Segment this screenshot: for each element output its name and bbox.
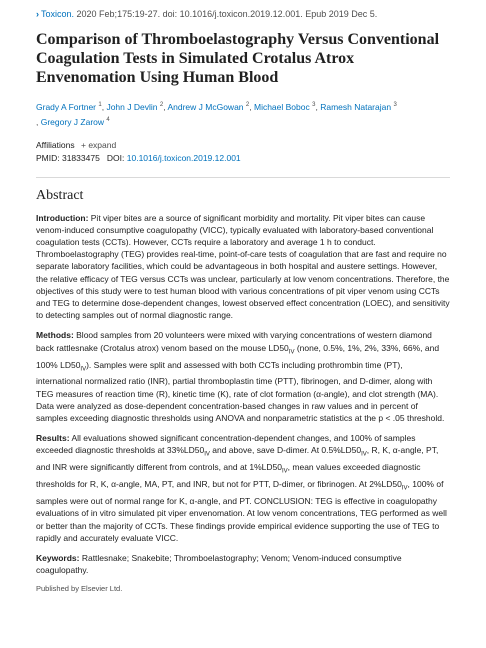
identifiers-row [36, 152, 450, 165]
citation-info: 2020 Feb;175:19-27. doi: 10.1016/j.toxicon.2019.12.001. Epub 2019 Dec 5. [74, 9, 378, 19]
citation-line [36, 8, 450, 20]
pmid: PMID: 31833475 [36, 152, 100, 163]
section-label: Methods: [36, 330, 74, 341]
abstract-keywords [36, 552, 450, 576]
section-text: Pit viper bites are a source of significant morbidity and mortality. Pit viper bites can cause venom-induced consumptive coagulopathy (VICC), typically evaluated with laboratory-based conventional coagulation tests (CCTs). However, CCTs require a laboratory and average 1 h to conduct. Thromboelastography (TEG) provides real-time, point-of-care tests of coagulation that are fast and require no separate laboratory facilities, which could be advantageous in both hospital and austere settings. However, the relative efficacy of TEG versus CCTs was unclear, particularly at low venom concentrations. Therefore, the objectives of this study were to test human blood with various concentrations of pit viper venom using CCTs and TEG to determine dose-dependent changes, lowest observed effect concentration (LOEC), and sensitivity to detecting samples out of normal diagnostic range. [36, 212, 450, 321]
subscript: IV [361, 452, 367, 459]
author-list: Grady A Fortner $^1$, John J Devlin $^2$, Andrew J McGowan $^2$, Michael Boboc $^3$, Ramesh Natarajan $^3$ , Gregory J Zarow $^4$ [36, 101, 397, 127]
section-label: Results: [36, 433, 70, 444]
affiliation-ref[interactable]: 1 [98, 102, 102, 108]
section-text: ). Samples were split and assessed with both CCTs including prothrombin time (PT), international normalized ratio (INR), partial thromboplastin time (PTT), fibrinogen, and D-dimer, along with TEG measures of reaction time (R), kinetic time (K), rate of clot formation (α-angle), and clot strength (MA). Data were analyzed as dose-dependent concentration-based changes in raw values and in percent of samples exceeding diagnostic thresholds using ANOVA and nonparametric statistics at the p < .05 threshold. [36, 359, 445, 424]
author-link[interactable]: Ramesh Natarajan [320, 101, 392, 112]
affiliations-toggle[interactable] [36, 139, 450, 151]
chevron-right-icon: › [36, 9, 39, 19]
section-text: , 100% of samples were out of normal range for K, α-angle, and PT. CONCLUSION: TEG is effective in coagulopathy evaluations of in vitro simulated pit viper envenomation. At low venom concentrations, TEG performed as well or better than the majority of CCTs. These findings provide empirical evidence supporting the use of TEG to rapidly and accurately evaluate VICC. [36, 479, 447, 543]
publisher-note: Published by Elsevier Ltd. [36, 584, 123, 594]
section-text: (none, 0.5%, 1%, 2%, 33%, 66%, and 100% LD50 [36, 342, 440, 370]
affiliation-ref[interactable]: 2 [159, 102, 164, 108]
subscript: IV [401, 485, 408, 492]
subscript: IV [288, 349, 295, 356]
author-link[interactable]: Michael Boboc [253, 101, 310, 112]
doi-link[interactable]: 10.1016/j.toxicon.2019.12.001 [126, 152, 241, 163]
abstract-methods [36, 329, 450, 424]
author-link[interactable]: Gregory J Zarow [40, 116, 105, 127]
article-title: Comparison of Thromboelastography Versus Conventional Coagulation Tests in Simulated Crotalus Atrox Envenomation Using Human Blood [36, 31, 440, 86]
section-label: Keywords: [36, 552, 80, 563]
subscript: IV [80, 366, 87, 373]
doi-label: DOI: [106, 152, 125, 163]
section-text: , mean values exceeded diagnostic thresholds for R, K, α-angle, MA, PT, and INR, but not for PTT, D-dimer, or fibrinogen. At 2%LD50 [36, 462, 421, 490]
section-text: All evaluations showed significant concentration-dependent changes, and 100% of samples exceeded diagnostic thresholds at 33%LD50 [36, 433, 416, 456]
subscript: IV [282, 469, 288, 476]
subscript: IV [204, 452, 210, 459]
affiliation-ref[interactable]: 4 [106, 116, 110, 123]
author-link[interactable]: Andrew J McGowan [167, 101, 244, 112]
journal-link[interactable]: Toxicon. [41, 9, 75, 19]
affiliations-label: Affiliations [36, 139, 75, 150]
section-text: Rattlesnake; Snakebite; Thromboelastography; Venom; Venom-induced consumptive coagulopathy. [36, 552, 402, 576]
section-label: Introduction: [36, 212, 89, 223]
abstract-heading: Abstract [36, 187, 84, 203]
expand-label: expand [88, 139, 117, 150]
affiliation-ref[interactable]: 3 [393, 102, 397, 108]
abstract-introduction [36, 212, 450, 322]
section-text: and above, save D-dimer. At 0.5%LD50 [209, 445, 362, 456]
section-text: Blood samples from 20 volunteers were mixed with varying concentrations of western diamond back rattlesnake (Crotalus atrox) venom based on the mouse LD50 [36, 330, 432, 353]
affiliation-ref[interactable]: 3 [312, 102, 316, 108]
abstract-results [36, 432, 450, 544]
section-text: , R, K, α-angle, PT, and INR were significantly different from controls, and at 1%LD50 [36, 445, 439, 473]
divider [36, 177, 450, 178]
author-link[interactable]: Grady A Fortner [36, 101, 96, 112]
author-link[interactable]: John J Devlin [106, 101, 158, 112]
plus-icon: + [80, 139, 86, 150]
affiliation-ref[interactable]: 2 [245, 102, 250, 108]
